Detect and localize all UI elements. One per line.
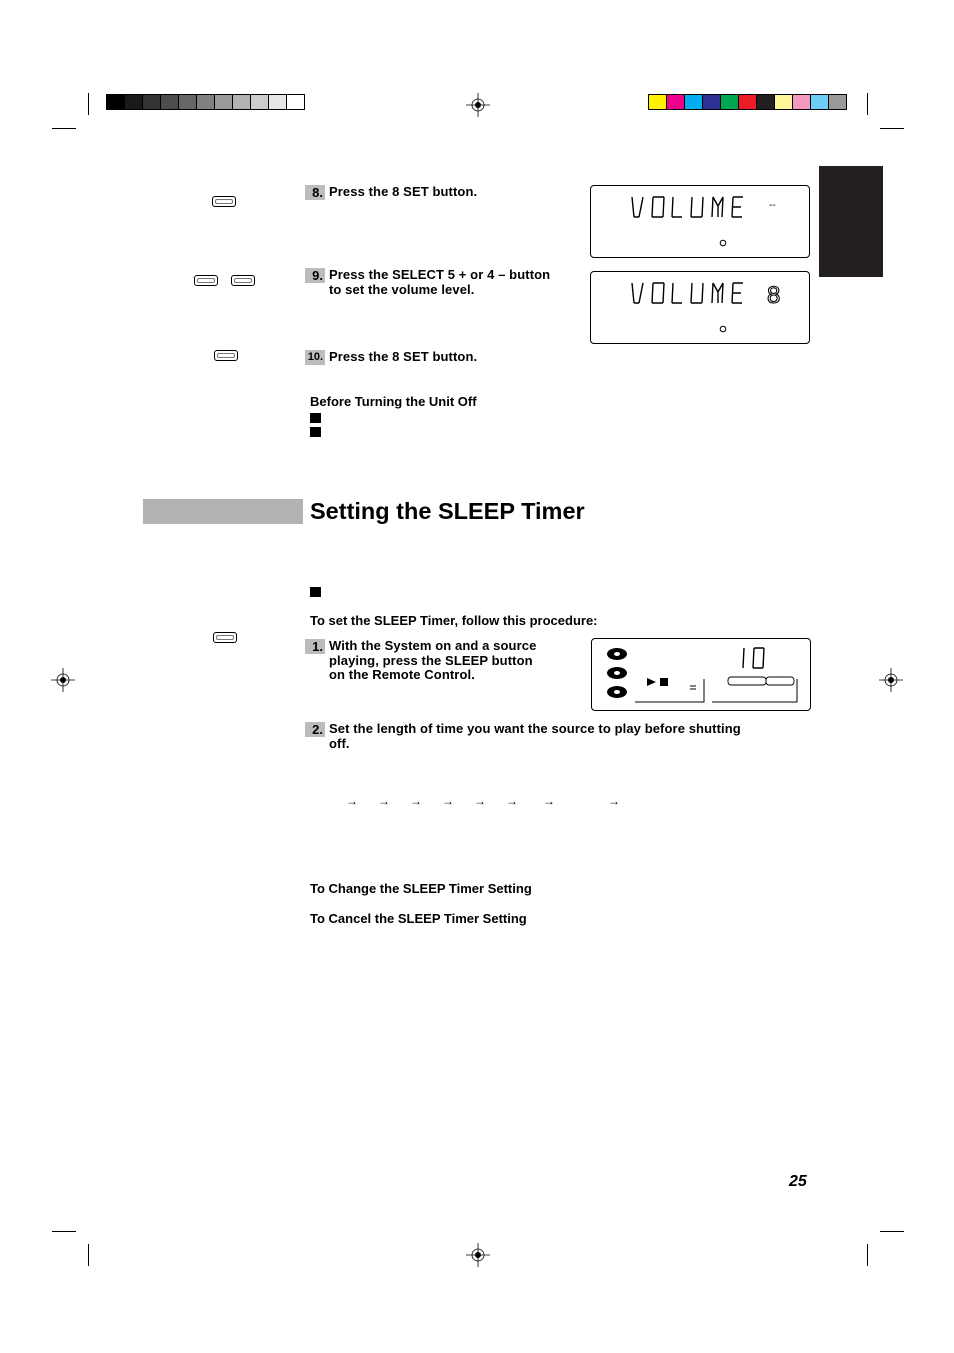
step-text: Press the 8 SET button.	[329, 349, 478, 364]
lcd-display-volume	[590, 185, 810, 258]
lcd-segment-text	[632, 197, 743, 217]
language-tab	[819, 166, 883, 277]
select-plus-button-icon	[194, 275, 218, 286]
subheading: Before Turning the Unit Off	[310, 394, 477, 409]
step-number: 9.	[305, 268, 325, 283]
lcd-sleep-digits	[743, 648, 764, 668]
color-swatch	[666, 94, 685, 110]
arrow-right-icon: →	[543, 794, 555, 808]
color-swatch	[810, 94, 829, 110]
crop-mark	[52, 1231, 76, 1232]
arrow-right-icon: →	[608, 794, 620, 808]
arrow-right-icon: →	[378, 794, 390, 808]
sleep-button-icon	[213, 632, 237, 643]
lcd-value: 8	[767, 282, 781, 309]
color-swatch	[720, 94, 739, 110]
bullet-square	[310, 427, 321, 437]
crop-mark	[88, 1244, 89, 1266]
play-icon	[647, 678, 656, 686]
step-number: 8.	[305, 185, 325, 200]
step-number: 1.	[305, 639, 325, 654]
procedure-intro: To set the SLEEP Timer, follow this procedure:	[310, 613, 598, 628]
registration-mark-icon	[466, 93, 490, 117]
color-swatch	[738, 94, 757, 110]
color-swatch	[160, 94, 179, 110]
step-text-line: off.	[329, 735, 350, 751]
color-swatch	[106, 94, 125, 110]
set-button-icon	[212, 196, 236, 207]
color-swatch	[268, 94, 287, 110]
arrow-right-icon: →	[506, 794, 518, 808]
color-swatch	[142, 94, 161, 110]
section-title: Setting the SLEEP Timer	[310, 498, 585, 524]
color-swatch	[214, 94, 233, 110]
section-band	[143, 499, 303, 524]
registration-mark-icon	[466, 1243, 490, 1267]
step-text	[329, 639, 536, 683]
page-number: 25	[789, 1173, 807, 1190]
step-number: 10.	[305, 350, 325, 365]
color-swatch	[196, 94, 215, 110]
step-text-line: With the System on and a source	[329, 638, 537, 653]
color-swatch	[178, 94, 197, 110]
color-swatch	[702, 94, 721, 110]
color-swatch	[756, 94, 775, 110]
crop-mark	[880, 1231, 904, 1232]
color-swatch	[232, 94, 251, 110]
step-number: 2.	[305, 722, 325, 737]
color-swatch	[792, 94, 811, 110]
bullet-square	[310, 413, 321, 423]
arrow-right-icon: →	[346, 794, 358, 808]
crop-mark	[88, 93, 89, 115]
subheading: To Change the SLEEP Timer Setting	[310, 881, 532, 896]
set-button-icon	[214, 350, 238, 361]
registration-mark-icon	[879, 668, 903, 692]
step-text-line: playing, press the SLEEP button	[329, 652, 533, 668]
lcd-value: --	[769, 200, 776, 211]
step-text: Press the 8 SET button.	[329, 184, 478, 199]
color-swatch	[684, 94, 703, 110]
step-text	[329, 722, 741, 751]
color-swatch	[648, 94, 667, 110]
step-text-line: Set the length of time you want the source to play before shutting	[329, 721, 741, 736]
bullet-square	[310, 587, 321, 597]
color-swatch	[250, 94, 269, 110]
step-text-line: Press the SELECT 5 + or 4 – button	[329, 267, 551, 282]
step-text-line: on the Remote Control.	[329, 667, 475, 682]
registration-mark-icon	[51, 668, 75, 692]
lcd-display-volume	[590, 271, 810, 344]
arrow-right-icon: →	[474, 794, 486, 808]
color-swatch	[774, 94, 793, 110]
step-text	[329, 268, 550, 297]
step-text-line: to set the volume level.	[329, 281, 475, 297]
select-minus-button-icon	[231, 275, 255, 286]
crop-mark	[867, 1244, 868, 1266]
color-swatch	[124, 94, 143, 110]
crop-mark	[880, 128, 904, 129]
crop-mark	[52, 128, 76, 129]
color-swatch	[828, 94, 847, 110]
subheading: To Cancel the SLEEP Timer Setting	[310, 911, 527, 926]
lcd-display-sleep	[591, 638, 811, 711]
arrow-right-icon: →	[442, 794, 454, 808]
crop-mark	[867, 93, 868, 115]
arrow-right-icon: →	[410, 794, 422, 808]
color-swatch	[286, 94, 305, 110]
